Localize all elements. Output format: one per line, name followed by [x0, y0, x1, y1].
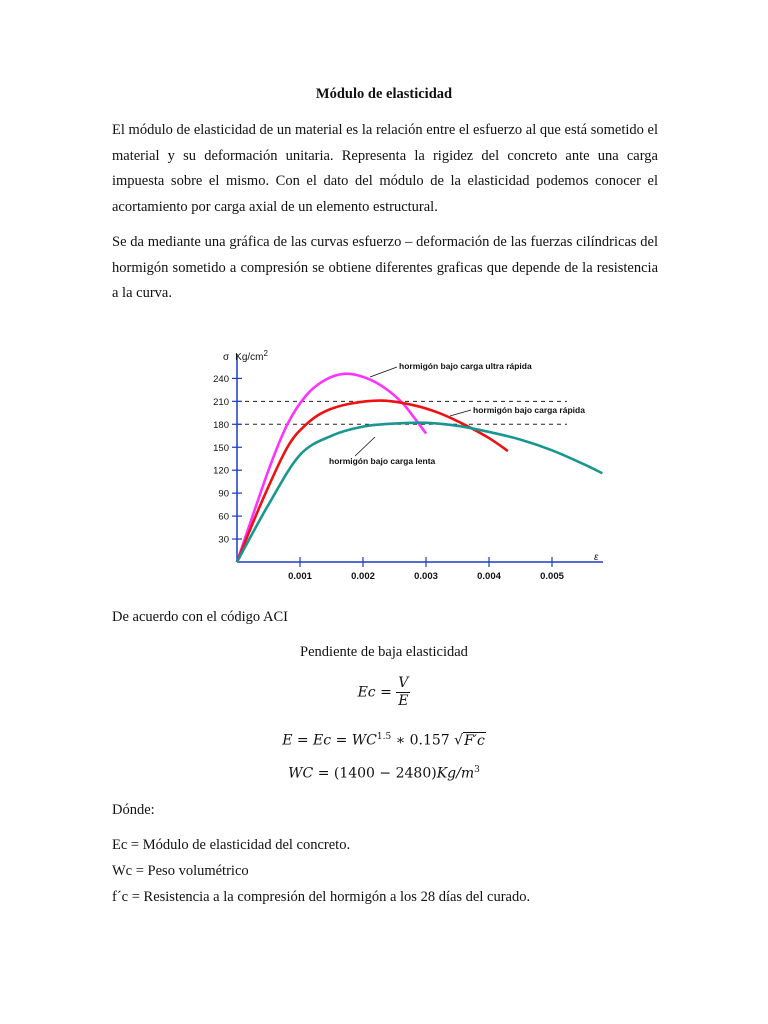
y-axis-label: σ $Kg/cm^2$: [223, 349, 268, 363]
slope-heading: Pendiente de baja elasticidad: [300, 644, 468, 660]
aci-intro: De acuerdo con el código ACI: [112, 609, 288, 625]
formula-wc-unit: Kg/m: [436, 765, 475, 782]
annotation-leader-1: [450, 410, 471, 416]
y-tick-label-180: 180: [213, 419, 229, 431]
y-tick-label-60: 60: [218, 511, 229, 523]
annotation-label-2: hormigón bajo carga lenta: [329, 456, 436, 466]
formula-ec-fraction: [396, 675, 410, 710]
series-lenta: [237, 423, 602, 562]
formula-wc-exponent: 3: [474, 765, 480, 775]
formula-wc: [0, 765, 768, 782]
definition-ec: Ec = Módulo de elasticidad del concreto.: [112, 837, 351, 853]
y-tick-label-120: 120: [213, 465, 229, 477]
x-tick-label-0: 0.001: [288, 571, 312, 580]
formula-ec: [0, 675, 768, 710]
page-title: Módulo de elasticidad: [315, 86, 453, 102]
formula-e: [0, 732, 768, 749]
formula-ec-denominator: E: [398, 693, 409, 709]
paragraph-definition: El módulo de elasticidad de un material es la relación entre el esfuerzo al que está sometido el material y su deformación unitaria. Representa la rigidez del concreto ante una carga impuesta sobre el mismo. Con el dato del módulo de la elasticidad podemos conocer el acortamiento por carga axial de un elemento estructural.: [112, 122, 658, 215]
x-tick-label-3: 0.004: [477, 571, 501, 580]
chart-annotations: [329, 361, 585, 466]
annotation-label-0: hormigón bajo carga ultra rápida: [399, 361, 532, 371]
formula-e-exponent: 1.5: [376, 732, 392, 742]
x-tick-label-4: 0.005: [540, 571, 564, 580]
y-tick-label-240: 240: [213, 373, 229, 385]
formula-wc-lhs: WC =: [288, 765, 334, 782]
formula-ec-lhs: Ec =: [357, 684, 392, 701]
definition-fc: f´c = Resistencia a la compresión del hormigón a los 28 días del curado.: [112, 889, 531, 905]
where-label: Dónde:: [112, 802, 155, 818]
formula-e-radicand: F′c: [464, 732, 485, 749]
annotation-leader-0: [370, 367, 397, 377]
y-tick-label-150: 150: [213, 442, 229, 454]
y-tick-label-90: 90: [218, 488, 229, 500]
y-tick-label-30: 30: [218, 534, 229, 546]
x-axis-label: ε: [594, 552, 599, 563]
y-tick-label-210: 210: [213, 396, 229, 408]
formula-e-radical: √: [454, 732, 464, 749]
chart-series: [237, 374, 602, 562]
x-tick-label-1: 0.002: [351, 571, 375, 580]
formula-ec-numerator: V: [398, 675, 409, 691]
definition-wc: Wc = Peso volumétrico: [112, 863, 249, 879]
formula-e-lhs: E = Ec = WC: [282, 732, 377, 749]
formula-wc-range: (1400 − 2480): [333, 765, 437, 782]
annotation-label-1: hormigón bajo carga rápida: [473, 405, 585, 415]
annotation-leader-2: [355, 437, 375, 456]
paragraph-curves: Se da mediante una gráfica de las curvas esfuerzo – deformación de las fuerzas cilíndricas del hormigón sometido a compresión se obtiene diferentes graficas que depende de la resistencia a la curva.: [112, 234, 658, 301]
formula-e-mid: ∗ 0.157: [391, 732, 455, 749]
x-tick-label-2: 0.003: [414, 571, 438, 580]
stress-strain-chart: [205, 338, 613, 580]
